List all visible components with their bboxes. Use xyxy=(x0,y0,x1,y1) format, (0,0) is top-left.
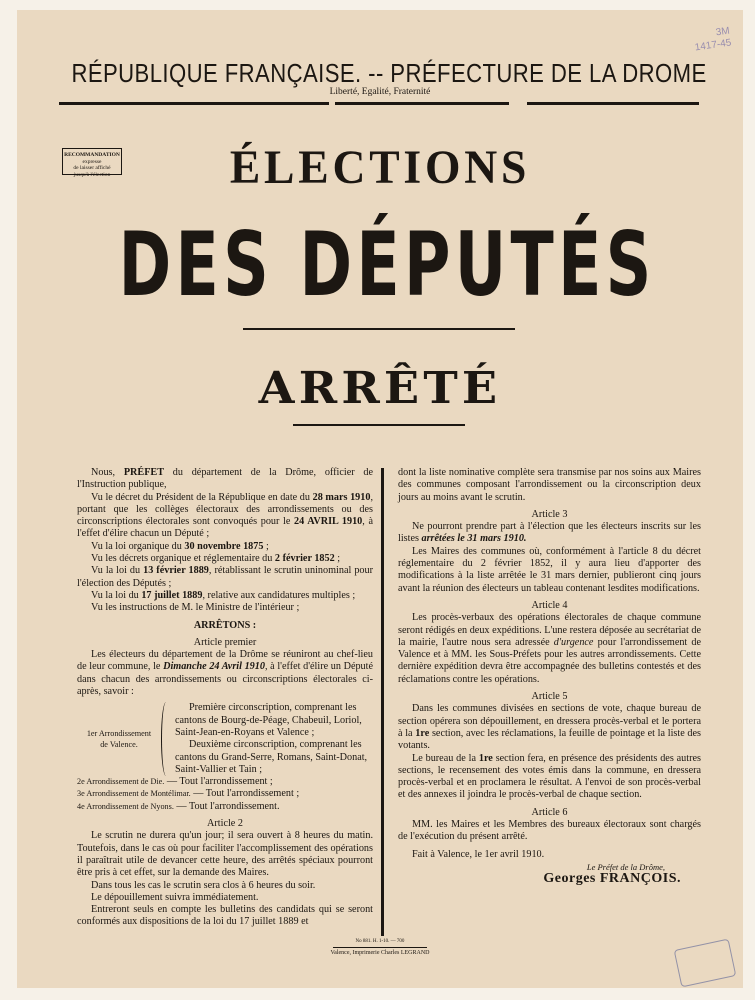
article-5-p1: Dans les communes divisées en sections de vote, chaque bureau de section opérera son dépouillement, en dressera procès-verbal et le portera à la 1re section, avec les réclamations, la feuille de pointage et la liste des votants. xyxy=(398,703,702,752)
law-jul-1889-paragraph: Vu la loi du 17 juillet 1889, relative aux candidatures multiples ; xyxy=(91,589,356,601)
prefet-label: Le Préfet de la Drôme, xyxy=(586,861,665,872)
article-5-heading: Article 5 xyxy=(531,691,568,703)
arrondissement-die: 2e Arrondissement de Die. — Tout l'arrondissement ; xyxy=(77,776,273,788)
article-premier-text: Les électeurs du département de la Drôme se réuniront au chef-lieu de leur commune, le Dimanche 24 Avril 1910, à l'effet d'élire un Député dans chacun des arrondissements ou circonscriptions électorales ci-après, savoir : xyxy=(77,649,374,698)
valence-arrondissement-label: 1er Arrondissement de Valence. xyxy=(86,729,152,750)
article-2-p4: Entreront seuls en compte les bulletins des candidats qui se seront conformés aux dispositions de la loi du 17 juillet 1889 et xyxy=(77,904,373,928)
imprint-rule xyxy=(333,947,427,948)
arrondissement-nyons: 4e Arrondissement de Nyons. — Tout l'arrondissement. xyxy=(77,800,280,812)
left-text-column xyxy=(77,467,373,929)
law-feb-1889-paragraph: Vu la loi du 13 février 1889, rétablissant le scrutin uninominal pour l'élection des Députés ; xyxy=(77,565,373,589)
prefecture-title: RÉPUBLIQUE FRANÇAISE. -- PRÉFECTURE DE LA DROME xyxy=(71,58,707,88)
headline-deputes: DES DÉPUTÉS xyxy=(118,213,656,316)
poster-sheet xyxy=(17,10,743,988)
recommendation-box: RECOMMANDATION expresse de laisser affiché jusqu'à l'élection xyxy=(62,148,122,175)
article-6-p1: MM. les Maires et les Membres des bureaux électoraux sont chargés de l'exécution du présent arrêté. xyxy=(398,819,701,843)
header-rule-left xyxy=(59,102,329,105)
prefet-name: Georges FRANÇOIS. xyxy=(543,871,681,887)
article-2-p2: Dans tous les cas le scrutin sera clos à 6 heures du soir. xyxy=(91,879,316,891)
article-5-p2: Le bureau de la 1re section fera, en présence des présidents des autres sections, le recensement des votes émis dans la commune, en dressera procès-verbal et en proclamera le résultat. A l'envoi de son procès-verbal et des annexes il joindra le procès-verbal de chaque section. xyxy=(398,752,701,801)
article-2-heading: Article 2 xyxy=(207,818,243,830)
header-rule-right xyxy=(527,102,699,105)
print-run-note: No 881. H. 1-10. — 700 xyxy=(355,939,405,944)
article-premier-heading: Article premier xyxy=(193,636,257,648)
signature-date: Fait à Valence, le 1er avril 1910. xyxy=(412,848,545,860)
article-6-heading: Article 6 xyxy=(531,806,568,818)
article-3-heading: Article 3 xyxy=(531,508,568,520)
article-3-p2: Les Maires des communes où, conformément à l'article 8 du décret réglementaire du 2 février 1852, il y aura lieu d'apporter des modifications à la liste arrêtée le 31 mars dernier, publieront cinq jours avant la réunion des électeurs un tableau contenant lesdites modifications. xyxy=(398,545,701,594)
printer-name: Valence, Imprimerie Charles LEGRAND xyxy=(330,950,430,956)
preamble-paragraph: Nous, PRÉFET du département de la Drôme, officier de l'Instruction publique, xyxy=(77,467,373,491)
archive-stamp-icon xyxy=(674,939,737,988)
second-circonscription: Deuxième circonscription, comprenant les cantons du Grand-Serre, Romans, Saint-Donat, Saint-Vallier et Tain ; xyxy=(175,739,368,775)
header-rule-center xyxy=(335,102,509,105)
headline-rule xyxy=(243,328,515,330)
article-2-p3: Le dépouillement suivra immédiatement. xyxy=(91,891,259,903)
arrete-rule xyxy=(293,424,465,426)
law-1875-paragraph: Vu la loi organique du 30 novembre 1875 ; xyxy=(91,540,269,552)
republic-motto: Liberté, Egalité, Fraternité xyxy=(329,87,431,97)
article-4-heading: Article 4 xyxy=(531,599,568,611)
article-3-p1: Ne pourront prendre part à l'élection que les électeurs inscrits sur les listes arrêtées le 31 mars 1910. xyxy=(398,521,701,545)
arrondissement-montelimar: 3e Arrondissement de Montélimar. — Tout l'arrondissement ; xyxy=(77,788,300,800)
decree-paragraph: Vu le décret du Président de la République en date du 28 mars 1910, portant que les collèges électoraux des arrondissements ou des circonscriptions électorales sont convoqués pour le 24 AVRIL 1910, à l'effet d'élire chacun un Député ; xyxy=(77,491,373,540)
decrees-1852-paragraph: Vu les décrets organique et réglementaire du 2 février 1852 ; xyxy=(91,553,341,565)
valence-circonscriptions xyxy=(77,702,373,776)
brace xyxy=(161,702,171,776)
right-text-column xyxy=(398,467,701,886)
headline-elections: ÉLECTIONS xyxy=(229,141,531,194)
headline-arrete: ARRÊTÉ xyxy=(258,363,502,414)
article-2-p1: Le scrutin ne durera qu'un jour; il sera ouvert à 8 heures du matin. Toutefois, dans le cas où pour faciliter l'accomplissement des opérations il paraîtrait utile de devancer cette heure, des arrêtés spéciaux pourront être pris à cet effet, sur la demande des Maires. xyxy=(77,830,373,879)
archive-margin-note: 3M 1417-45 xyxy=(694,25,733,54)
first-circonscription: Première circonscription, comprenant les cantons de Bourg-de-Péage, Chabeuil, Loriol, Saint-Jean-en-Royans et Valence ; xyxy=(175,702,362,738)
article-2-continuation: dont la liste nominative complète sera transmise par nos soins aux Maires des communes composant l'arrondissement ou la circonscription deux jours au moins avant le scrutin. xyxy=(398,467,701,503)
arretons-heading: ARRÊTONS : xyxy=(193,619,257,631)
column-divider xyxy=(381,468,384,936)
article-4-p1: Les procès-verbaux des opérations électorales de chaque commune seront rédigés en deux expéditions. L'une restera déposée au secrétariat de la mairie, l'autre nous sera adressée d'urgence pour l'arrondissement de Valence et à MM. les Sous-Préfets pour les autres arrondissements. Cette dernière expédition devra être accompagnée des bulletins contestés et des réclamations contre les opérations. xyxy=(398,612,701,685)
minister-instructions: Vu les instructions de M. le Ministre de l'intérieur ; xyxy=(91,602,300,614)
